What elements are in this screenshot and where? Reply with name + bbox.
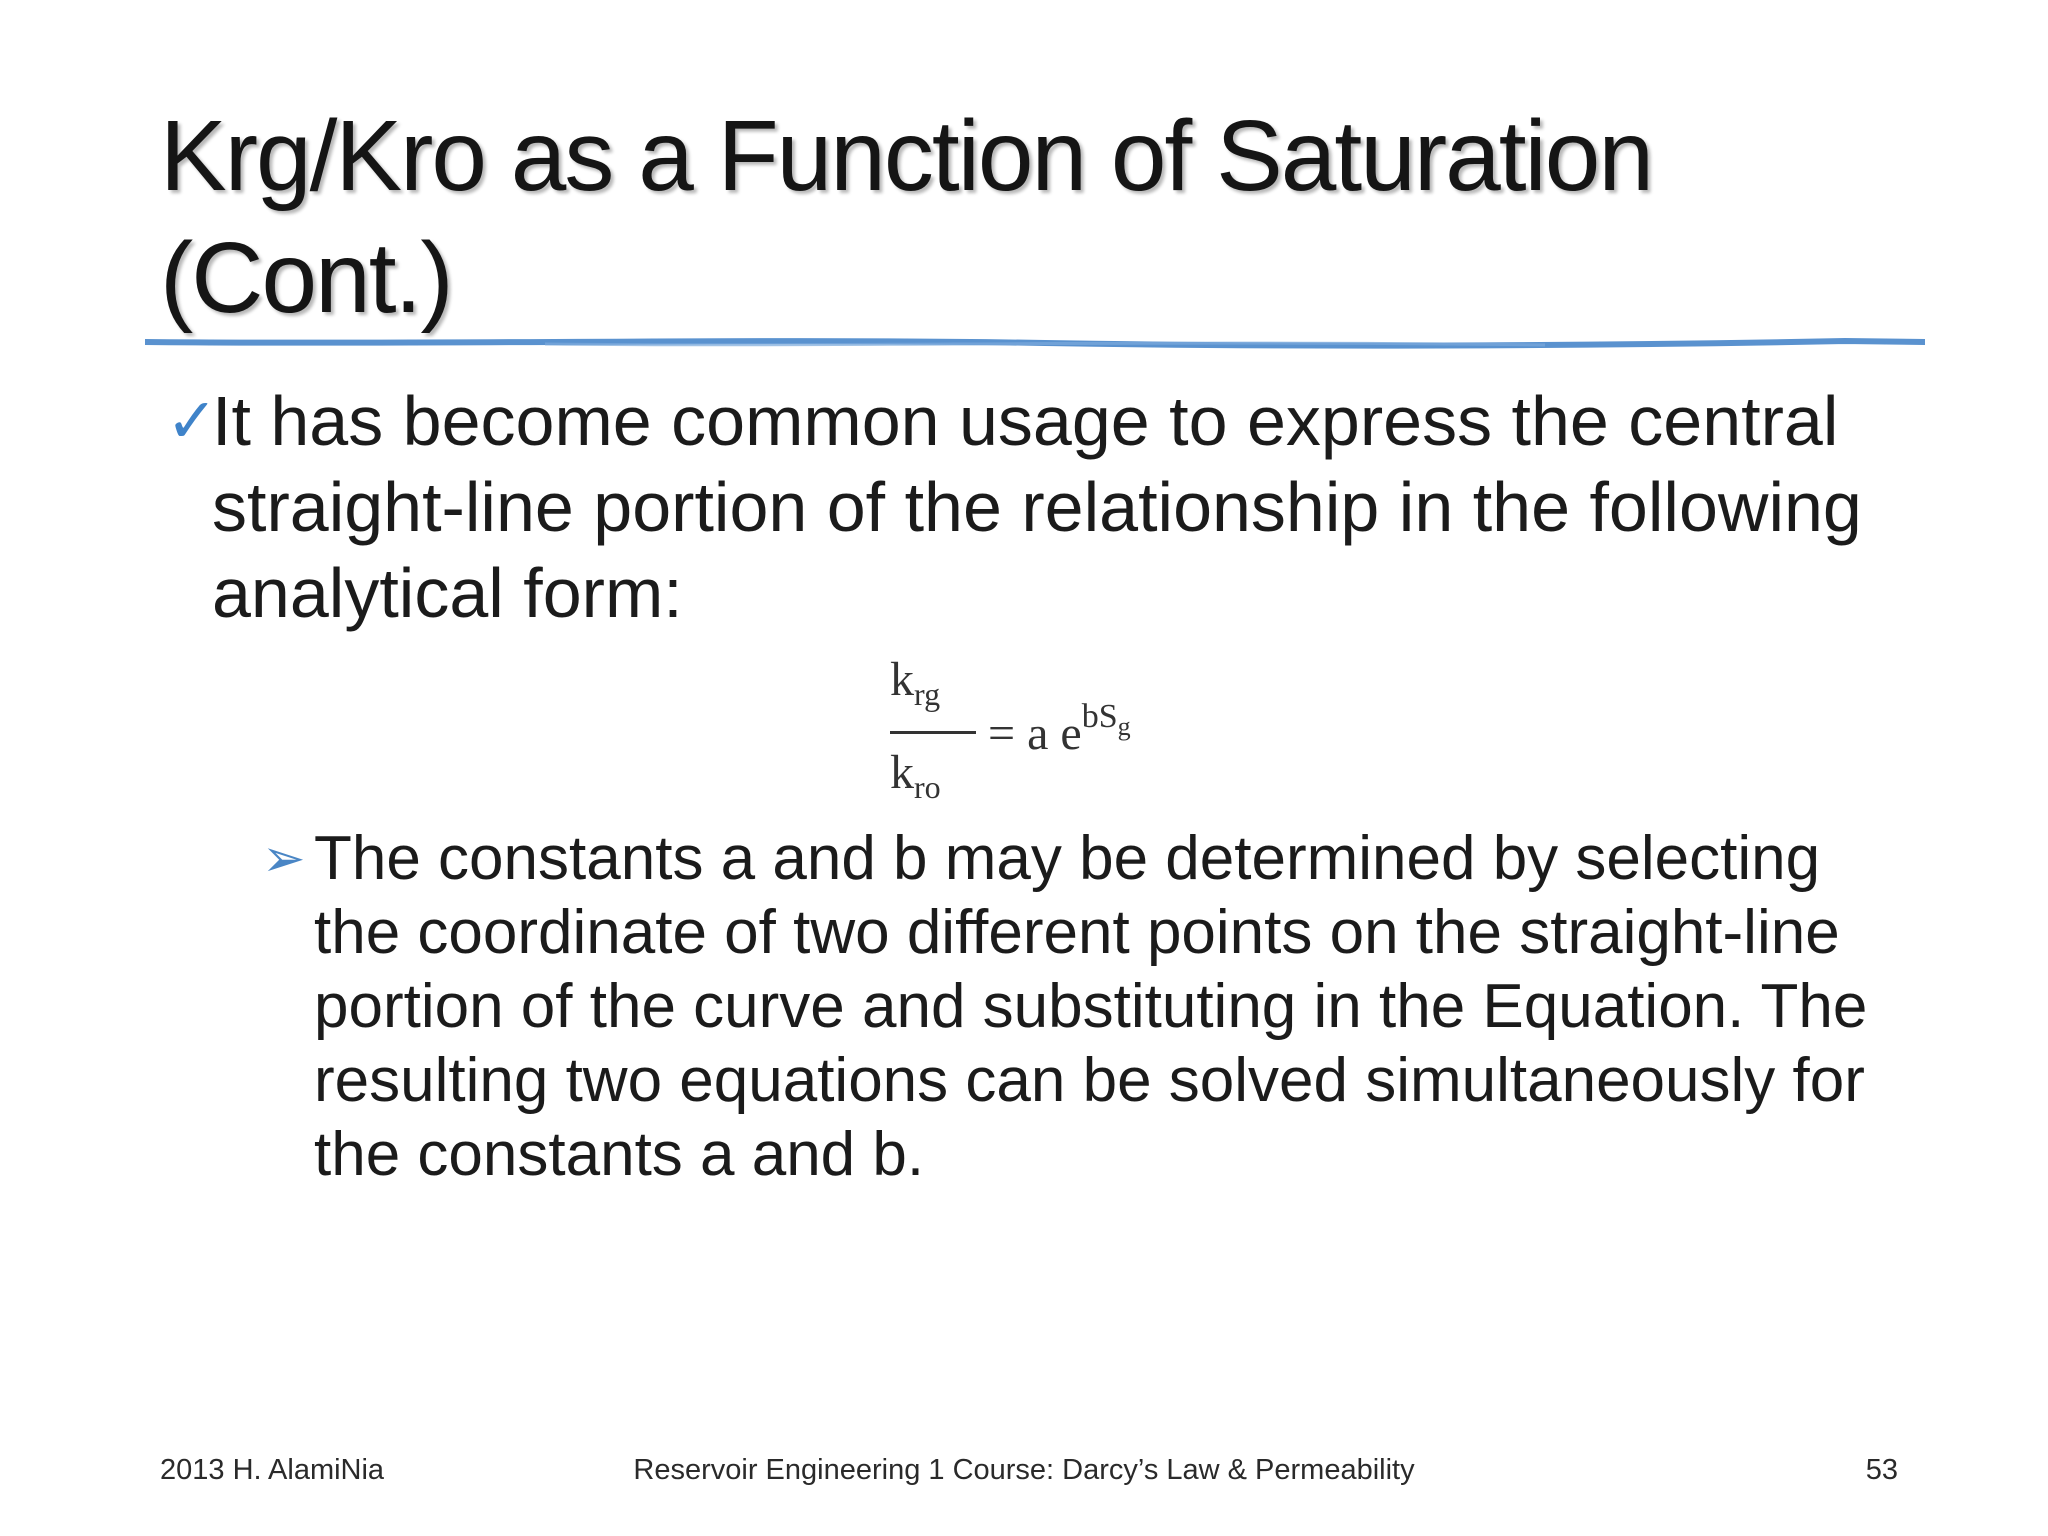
footer-author: 2013 H. AlamiNia [160, 1454, 385, 1486]
bullet-2-text: The constants a and b may be determined by selecting the coordinate of two different points on the straight-line portion of the curve and substituting in the Equation. The resulting two equations can be solved simultaneously for the constants a and b. [314, 824, 1868, 1189]
equation-exponent: bSg [1081, 698, 1131, 741]
equation-fraction [890, 655, 982, 812]
equation-rhs: = a $e^{bS_g}$ [988, 698, 1131, 760]
slide-title-line2: (Cont.) [160, 222, 452, 334]
equation-numerator: $k_{rg}$ [890, 653, 941, 712]
bullet-point-2 [262, 822, 1902, 1192]
arrow-bullet-icon: ➢ [262, 829, 306, 889]
equation [880, 655, 1200, 805]
checkmark-icon: ✓ [166, 384, 218, 457]
footer-course-title: Reservoir Engineering 1 Course: Darcy’s Law & Permeability [633, 1454, 1415, 1486]
title-underline [145, 336, 1925, 350]
bullet-1-text: It has become common usage to express the central straight-line portion of the relationship in the following analytical form: [212, 382, 1862, 632]
slide-title [160, 95, 1920, 339]
bullet-point-1 [166, 378, 1866, 636]
fraction-bar [890, 731, 976, 734]
equation-denominator: $k_{ro}$ [890, 746, 941, 805]
footer-page-number: 53 [1865, 1454, 1898, 1486]
slide-title-line1: Krg/Kro as a Function of Saturation [160, 100, 1652, 212]
